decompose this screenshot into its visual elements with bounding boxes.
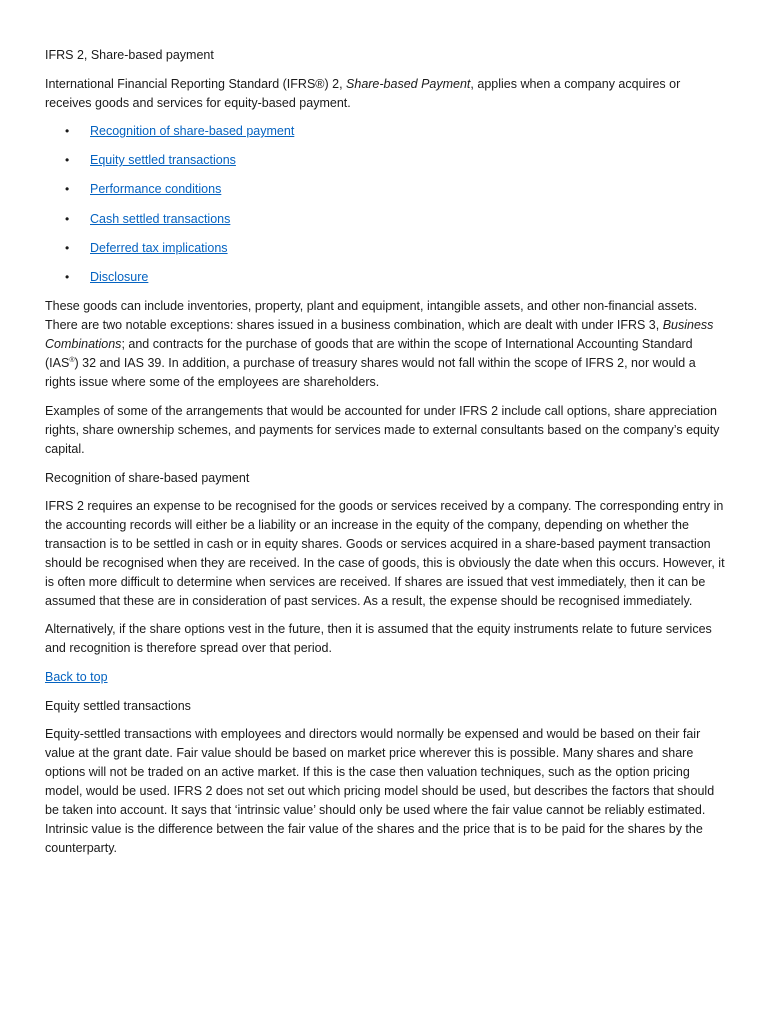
toc-item-cash-settled: [45, 210, 445, 239]
examples-paragraph: Examples of some of the arrangements that would be accounted for under IFRS 2 include call options, share appreciation rights, share ownership schemes, and payments for services made to external consultants based on the company’s equity capital.: [45, 404, 720, 456]
intro-italic: Share-based Payment: [346, 77, 471, 91]
scope-paragraph: [45, 297, 725, 392]
equity-heading: Equity settled transactions: [45, 699, 191, 713]
registered-mark: ®: [69, 356, 75, 364]
recognition-paragraph: IFRS 2 requires an expense to be recognised for the goods or services received by a company. The corresponding entry in the accounting records will either be a liability or an increase in the equity of the company, depending on whether the transaction is to be settled in cash or in equity shares. Goods or services acquired in a share-based payment transaction should be recognised when they are received. In the case of goods, this is obviously the date when this occurs. However, it is often more difficult to determine when services are received. If shares are issued that vest immediately, then it can be assumed that these are in consideration of past services. As a result, the expense should be recognised immediately.: [45, 499, 725, 608]
document-title: IFRS 2, Share-based payment: [45, 48, 214, 62]
table-of-contents: [45, 122, 445, 297]
toc-item-performance: [45, 180, 445, 209]
recognition-heading: Recognition of share-based payment: [45, 471, 250, 485]
scope-italic: Business Combinations: [45, 318, 714, 351]
intro-text-2: , applies when a company acquires or receives goods and services for equity-based payment.: [45, 77, 681, 110]
toc-link-deferred-tax[interactable]: Deferred tax implications: [90, 240, 228, 255]
bullet-icon: •: [65, 153, 70, 168]
toc-link-recognition[interactable]: Recognition of share-based payment: [90, 124, 295, 138]
alternative-paragraph: Alternatively, if the share options vest in the future, then it is assumed that the equity instruments relate to future services and recognition is therefore spread over that period.: [45, 622, 712, 655]
toc-item-disclosure: [45, 268, 445, 297]
equity-paragraph: Equity-settled transactions with employees and directors would normally be expensed and would be based on their fair value at the grant date. Fair value should be based on market price wherever this is possible. Many shares and share options will not be traded on an active market. If this is the case then valuation techniques, such as the option pricing model, would be used. IFRS 2 does not set out which pricing model should be used, but describes the factors that should be taken into account. It says that ‘intrinsic value’ should only be used where the fair value cannot be reliably estimated. Intrinsic value is the difference between the fair value of the shares and the price that is to be paid for the shares by the counterparty.: [45, 727, 715, 855]
toc-link-cash-settled[interactable]: Cash settled transactions: [90, 211, 231, 226]
bullet-icon: •: [65, 124, 70, 138]
scope-text-a: These goods can include inventories, property, plant and equipment, intangible assets, and other non-financial assets. There are two notable exceptions: shares issued in a business combination, which are dealt with under IFRS 3,: [45, 299, 698, 332]
toc-item-deferred-tax: [45, 239, 445, 268]
bullet-icon: •: [65, 182, 70, 197]
toc-item-recognition: [45, 122, 445, 151]
bullet-icon: •: [65, 269, 70, 284]
intro-text-1: International Financial Reporting Standard (IFRS®) 2,: [45, 77, 347, 91]
bullet-icon: •: [65, 211, 70, 226]
scope-text-c: ) 32 and IAS 39. In addition, a purchase of treasury shares would not fall within the scope of IFRS 2, nor would a rights issue where some of the employees are shareholders.: [45, 356, 696, 389]
toc-item-equity-settled: [45, 151, 445, 180]
intro-paragraph: [45, 75, 725, 113]
toc-link-performance[interactable]: Performance conditions: [90, 182, 222, 197]
back-to-top-link[interactable]: Back to top: [45, 670, 108, 684]
toc-link-disclosure[interactable]: Disclosure: [90, 269, 149, 284]
bullet-icon: •: [65, 240, 70, 255]
toc-link-equity-settled[interactable]: Equity settled transactions: [90, 153, 236, 168]
scope-text-b: ; and contracts for the purchase of goods that are within the scope of International Accounting Standard (IAS: [45, 337, 693, 370]
